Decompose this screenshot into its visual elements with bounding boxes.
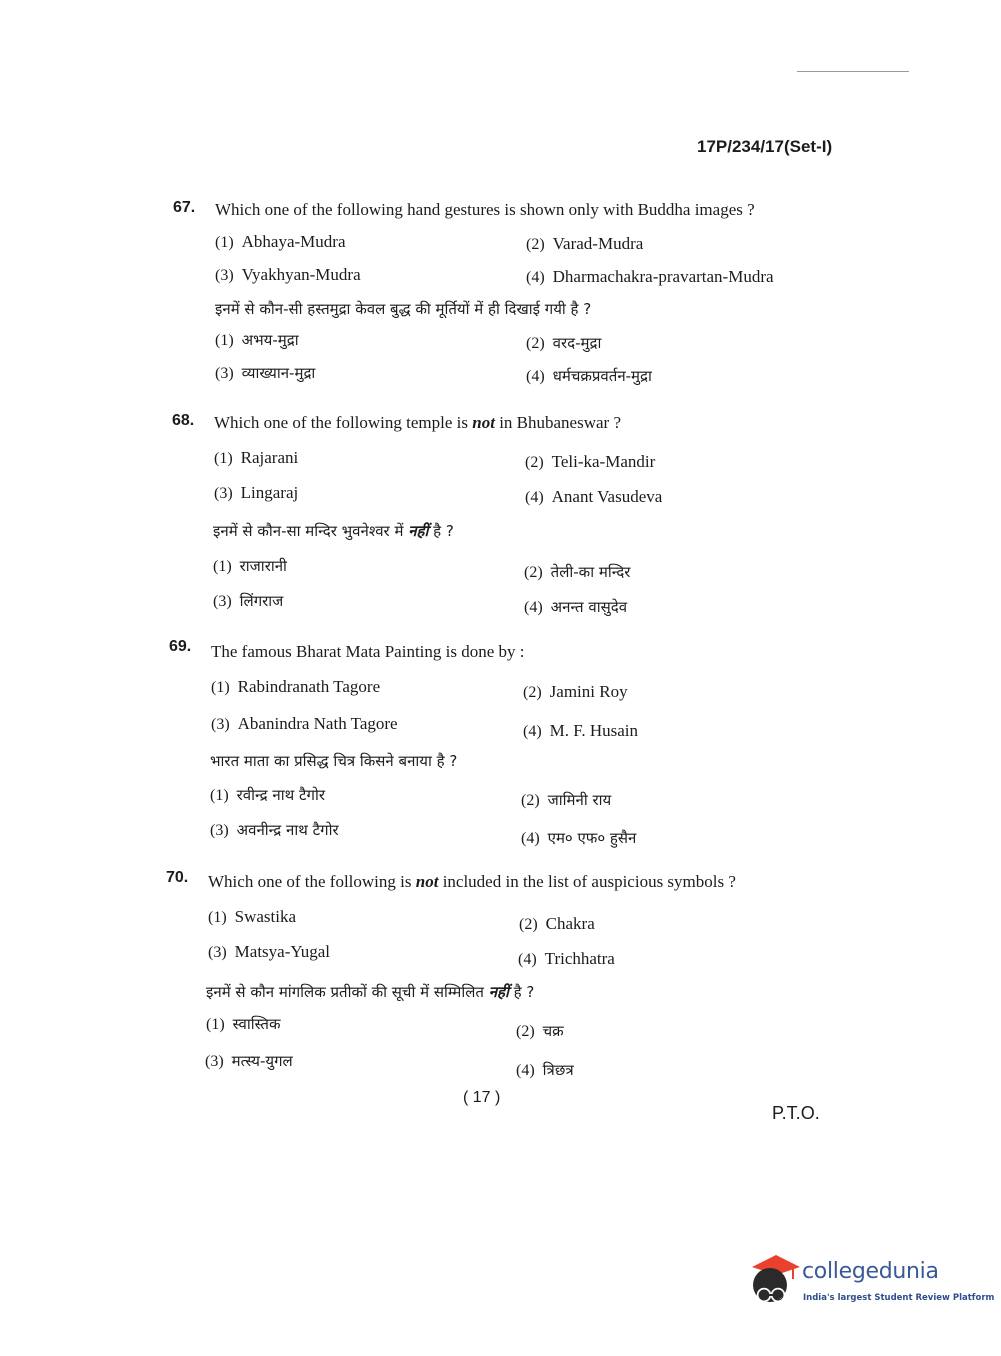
question-text-hi: इनमें से कौन-सी हस्तमुद्रा केवल बुद्ध की मूर्तियों में ही दिखाई गयी है ? — [215, 300, 592, 318]
option-hi-2: (2) वरद-मुद्रा — [526, 334, 602, 352]
option-en-1: (1) Rajarani — [214, 448, 299, 467]
question-number: 70. — [166, 869, 189, 886]
option-hi-2: (2) जामिनी राय — [521, 791, 612, 809]
option-en-3: (3) Vyakhyan-Mudra — [215, 265, 361, 284]
paper-code: 17P/234/17(Set-I) — [697, 137, 833, 156]
option-en-4: (4) Trichhatra — [518, 949, 615, 968]
page-number: ( 17 ) — [463, 1089, 501, 1106]
question-text-hi: इनमें से कौन मांगलिक प्रतीकों की सूची में सम्मिलित नहीं है ? — [206, 983, 535, 1001]
brand-name: collegedunia — [802, 1259, 939, 1284]
mascot-icon — [742, 1253, 802, 1313]
option-en-2: (2) Chakra — [519, 914, 595, 933]
option-en-3: (3) Abanindra Nath Tagore — [211, 714, 398, 733]
top-rule — [797, 71, 909, 72]
option-hi-4: (4) धर्मचक्रप्रवर्तन-मुद्रा — [526, 367, 652, 385]
option-hi-1: (1) रवीन्द्र नाथ टैगोर — [210, 786, 325, 804]
option-hi-4: (4) अनन्त वासुदेव — [524, 598, 628, 616]
option-hi-3: (3) मत्स्य-युगल — [205, 1052, 293, 1070]
option-en-4: (4) M. F. Husain — [523, 721, 639, 740]
option-hi-2: (2) चक्र — [516, 1022, 564, 1040]
question-text-en: Which one of the following temple is not in Bhubaneswar ? — [214, 413, 621, 432]
option-hi-1: (1) अभय-मुद्रा — [215, 331, 299, 349]
option-en-2: (2) Varad-Mudra — [526, 234, 644, 253]
option-en-1: (1) Rabindranath Tagore — [211, 677, 381, 696]
option-hi-1: (1) राजारानी — [213, 557, 287, 575]
option-hi-3: (3) लिंगराज — [213, 592, 284, 610]
question-number: 68. — [172, 412, 195, 429]
question-number: 67. — [173, 199, 196, 216]
option-en-2: (2) Teli-ka-Mandir — [525, 452, 656, 471]
option-en-4: (4) Anant Vasudeva — [525, 487, 663, 506]
question-number: 69. — [169, 638, 192, 655]
option-hi-3: (3) व्याख्यान-मुद्रा — [215, 364, 316, 382]
question-text-hi: इनमें से कौन-सा मन्दिर भुवनेश्वर में नहीं है ? — [213, 522, 454, 540]
option-hi-4: (4) एम० एफ० हुसैन — [521, 829, 637, 847]
option-hi-3: (3) अवनीन्द्र नाथ टैगोर — [210, 821, 339, 839]
collegedunia-watermark — [742, 1253, 995, 1315]
option-en-4: (4) Dharmachakra-pravartan-Mudra — [526, 267, 774, 286]
option-hi-2: (2) तेली-का मन्दिर — [524, 563, 631, 581]
option-en-2: (2) Jamini Roy — [523, 682, 628, 701]
question-text-en: The famous Bharat Mata Painting is done by : — [211, 642, 525, 661]
pto-label: P.T.O. — [772, 1103, 820, 1123]
question-text-en: Which one of the following hand gestures is shown only with Buddha images ? — [215, 200, 755, 219]
question-text-en: Which one of the following is not included in the list of auspicious symbols ? — [208, 872, 736, 891]
option-hi-4: (4) त्रिछत्र — [516, 1061, 574, 1079]
option-en-3: (3) Matsya-Yugal — [208, 942, 331, 961]
option-en-3: (3) Lingaraj — [214, 483, 299, 502]
brand-tagline: India's largest Student Review Platform — [803, 1293, 995, 1303]
option-en-1: (1) Abhaya-Mudra — [215, 232, 346, 251]
question-text-hi: भारत माता का प्रसिद्ध चित्र किसने बनाया है ? — [210, 752, 458, 770]
option-hi-1: (1) स्वास्तिक — [206, 1015, 281, 1033]
option-en-1: (1) Swastika — [208, 907, 297, 926]
